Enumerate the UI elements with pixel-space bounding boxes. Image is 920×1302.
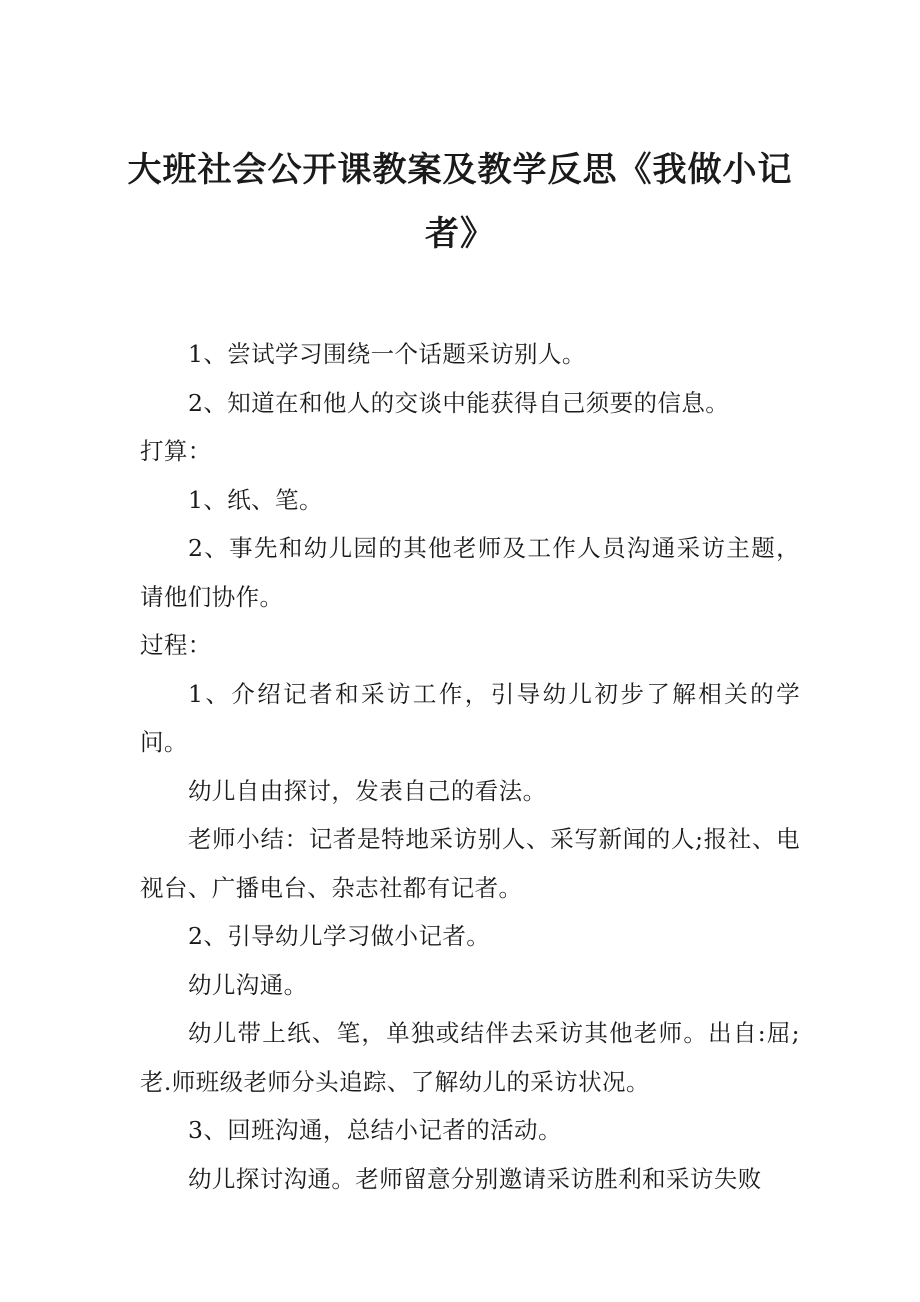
section-heading: 打算： [140,437,212,465]
document-title: 大班社会公开课教案及教学反思《我做小记者》 [127,150,793,254]
document-body [140,330,800,1203]
paragraph: 1、纸、笔。 [188,485,323,514]
paragraph: 3、回班沟通，总结小记者的活动。 [188,1116,562,1144]
section-heading: 过程： [140,631,212,659]
paragraph: 老师小结：记者是特地采访别人、采写新闻的人;报社、电视台、广播电台、杂志社都有记者。 [140,825,800,902]
paragraph: 1、尝试学习围绕一个话题采访别人。 [188,340,586,368]
paragraph: 1、介绍记者和采访工作，引导幼儿初步了解相关的学问。 [140,679,800,756]
paragraph: 幼儿沟通。 [188,970,308,999]
paragraph: 幼儿自由探讨，发表自己的看法。 [188,776,547,805]
paragraph: 2、知道在和他人的交谈中能获得自己须要的信息。 [188,388,730,417]
paragraph: 2、引导幼儿学习做小记者。 [188,922,491,950]
paragraph: 幼儿带上纸、笔，单独或结伴去采访其他老师。出自:屈;老.师班级老师分头追踪、了解幼儿的采访状况。 [140,1019,800,1096]
paragraph: 幼儿探讨沟通。老师留意分别邀请采访胜利和采访失败 [188,1164,762,1193]
paragraph: 2、事先和幼儿园的其他老师及工作人员沟通采访主题，请他们协作。 [140,534,800,611]
